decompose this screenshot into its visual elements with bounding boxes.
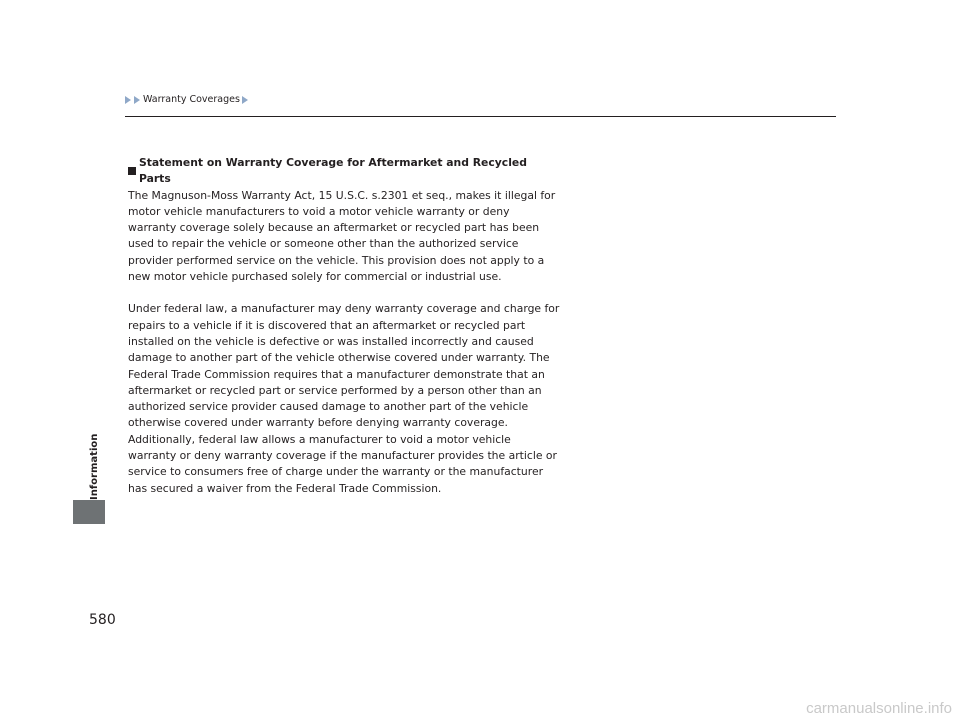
breadcrumb-arrow-icon bbox=[125, 96, 131, 104]
header-rule bbox=[125, 116, 836, 117]
watermark: carmanualsonline.info bbox=[806, 700, 952, 717]
side-tab-marker bbox=[73, 500, 105, 524]
side-tab-label: Information bbox=[89, 433, 100, 500]
breadcrumb-arrow-icon bbox=[134, 96, 140, 104]
square-bullet-icon bbox=[128, 167, 136, 175]
section-heading-text: Statement on Warranty Coverage for Aftermarket and Recycled Parts bbox=[138, 156, 527, 186]
page-number: 580 bbox=[89, 612, 116, 628]
breadcrumb-label[interactable]: Warranty Coverages bbox=[143, 94, 240, 105]
breadcrumb[interactable] bbox=[125, 94, 249, 105]
breadcrumb-arrow-icon bbox=[242, 96, 248, 104]
main-content bbox=[128, 155, 560, 497]
section-heading bbox=[128, 155, 560, 188]
paragraph: Under federal law, a manufacturer may deny warranty coverage and charge for repairs to a vehicle if it is discovered that an aftermarket or recycled part installed on the vehicle is defective or was installed incorrectly and caused damage to another part of the vehicle otherwise covered under warranty. The Federal Trade Commission requires that a manufacturer demonstrate that an aftermarket or recycled part or service performed by a person other than an authorized service provider caused damage to another part of the vehicle otherwise covered under warranty before denying warranty coverage. Additionally, federal law allows a manufacturer to void a motor vehicle warranty or deny warranty coverage if the manufacturer provides the article or service to consumers free of charge under the warranty or the manufacturer has secured a waiver from the Federal Trade Commission. bbox=[128, 302, 560, 495]
paragraph: The Magnuson-Moss Warranty Act, 15 U.S.C. s.2301 et seq., makes it illegal for motor vehicle manufacturers to void a motor vehicle warranty or deny warranty coverage solely because an aftermarket or recycled part has been used to repair the vehicle or someone other than the authorized service provider performed service on the vehicle. This provision does not apply to a new motor vehicle purchased solely for commercial or industrial use. bbox=[128, 188, 556, 284]
